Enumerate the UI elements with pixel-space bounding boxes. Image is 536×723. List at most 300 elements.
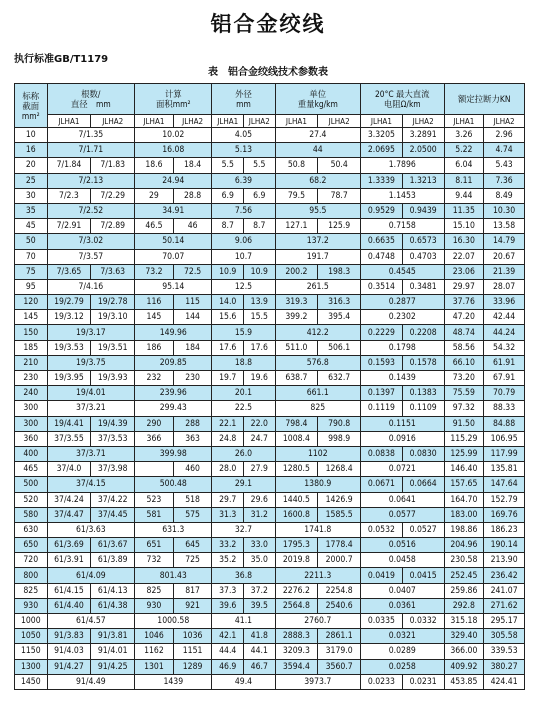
table-cell: 0.0671 (361, 477, 403, 492)
page-title: 铝合金绞线 (210, 12, 326, 36)
table-cell: 2.0500 (402, 143, 444, 158)
table-cell: 292.8 (444, 598, 484, 613)
table-cell: 37/4.24 (47, 492, 91, 507)
nominal-area-cell: 1150 (15, 644, 48, 659)
table-row (15, 355, 525, 370)
nominal-area-cell: 465 (15, 462, 48, 477)
table-cell: 149.96 (135, 325, 212, 340)
table-cell: 661.1 (275, 386, 361, 401)
nominal-area-cell: 400 (15, 446, 48, 461)
header-row (15, 84, 525, 115)
nominal-area-cell: 1300 (15, 659, 48, 674)
table-cell: 70.79 (484, 386, 525, 401)
table-cell: 24.7 (244, 431, 276, 446)
table-row (15, 553, 525, 568)
table-cell: 19/3.53 (47, 340, 91, 355)
table-cell: 61/3.67 (91, 538, 135, 553)
table-cell: 0.0527 (402, 522, 444, 537)
table-row (15, 295, 525, 310)
table-cell: 125.99 (444, 446, 484, 461)
table-cell: 261.5 (275, 279, 361, 294)
nominal-area-cell: 16 (15, 143, 48, 158)
table-cell: 366.00 (444, 644, 484, 659)
nominal-area-cell: 300 (15, 401, 48, 416)
table-row (15, 431, 525, 446)
table-cell: 19/2.79 (47, 295, 91, 310)
subheader-cell: JLHA2 (91, 115, 135, 128)
table-cell: 61/3.69 (47, 538, 91, 553)
table-cell: 3.3205 (361, 128, 403, 143)
table-cell: 78.7 (318, 188, 361, 203)
table-cell: 13.58 (484, 219, 525, 234)
table-row (15, 340, 525, 355)
table-cell: 241.07 (484, 583, 525, 598)
table-cell: 10.02 (135, 128, 212, 143)
table-cell: 0.2208 (402, 325, 444, 340)
table-cell: 6.9 (212, 188, 244, 203)
table-cell: 46.5 (135, 219, 174, 234)
table-cell: 88.33 (484, 401, 525, 416)
table-cell: 18.6 (135, 158, 174, 173)
table-row (15, 143, 525, 158)
nominal-area-cell: 630 (15, 522, 48, 537)
table-cell: 0.0407 (361, 583, 444, 598)
table-cell: 7/2.3 (47, 188, 91, 203)
nominal-area-cell: 35 (15, 203, 48, 218)
table-cell: 145 (135, 310, 174, 325)
table-cell: 35.0 (244, 553, 276, 568)
table-row (15, 234, 525, 249)
table-cell: 409.92 (444, 659, 484, 674)
table-cell: 22.1 (212, 416, 244, 431)
table-cell: 10.9 (212, 264, 244, 279)
nominal-area-cell: 240 (15, 386, 48, 401)
table-cell: 46 (173, 219, 212, 234)
table-cell: 125.9 (318, 219, 361, 234)
table-cell: 44.4 (212, 644, 244, 659)
table-cell: 28.0 (212, 462, 244, 477)
table-cell: 7/3.63 (91, 264, 135, 279)
table-cell: 7/1.35 (47, 128, 135, 143)
table-cell: 0.0335 (361, 614, 403, 629)
table-cell: 37/4.47 (47, 507, 91, 522)
nominal-area-cell: 120 (15, 295, 48, 310)
table-cell: 2276.2 (275, 583, 318, 598)
table-cell: 1439 (135, 674, 212, 689)
table-cell: 68.2 (275, 173, 361, 188)
table-cell: 22.07 (444, 249, 484, 264)
table-cell: 7/3.57 (47, 249, 135, 264)
subheader-cell: JLHA2 (173, 115, 212, 128)
nominal-area-cell: 1050 (15, 629, 48, 644)
table-cell: 84.88 (484, 416, 525, 431)
table-cell: 363 (173, 431, 212, 446)
table-cell: 424.41 (484, 674, 525, 689)
table-cell: 4.74 (484, 143, 525, 158)
table-cell: 44.1 (244, 644, 276, 659)
subheader-cell: JLHA2 (244, 115, 276, 128)
table-cell: 33.2 (212, 538, 244, 553)
table-row (15, 538, 525, 553)
table-cell: 200.2 (275, 264, 318, 279)
table-cell: 75.59 (444, 386, 484, 401)
spec-table (14, 83, 525, 690)
table-cell: 117.99 (484, 446, 525, 461)
table-cell: 191.7 (275, 249, 361, 264)
table-cell: 0.3481 (402, 279, 444, 294)
table-cell: 48.74 (444, 325, 484, 340)
standard-reference: 执行标准GB/T1179 (14, 54, 109, 65)
table-cell: 61/4.09 (47, 568, 135, 583)
table-cell: 399.2 (275, 310, 318, 325)
table-cell: 0.1798 (361, 340, 444, 355)
table-cell: 15.10 (444, 219, 484, 234)
table-cell: 259.86 (444, 583, 484, 598)
table-cell: 0.0641 (361, 492, 444, 507)
subheader-cell: JLHA2 (318, 115, 361, 128)
header-dc-resistance: 20°C 最大直流 电阻Ω/km (361, 84, 444, 115)
nominal-area-cell: 50 (15, 234, 48, 249)
table-cell: 115 (173, 295, 212, 310)
table-cell: 0.1593 (361, 355, 403, 370)
table-cell: 13.9 (244, 295, 276, 310)
subheader-cell: JLHA1 (275, 115, 318, 128)
table-cell: 638.7 (275, 371, 318, 386)
table-cell: 0.0361 (361, 598, 444, 613)
table-cell: 41.8 (244, 629, 276, 644)
table-cell: 11.35 (444, 203, 484, 218)
table-cell: 29.7 (212, 492, 244, 507)
table-cell: 61/4.40 (47, 598, 91, 613)
table-row (15, 583, 525, 598)
table-cell: 27.9 (244, 462, 276, 477)
nominal-area-cell: 75 (15, 264, 48, 279)
table-cell: 732 (135, 553, 174, 568)
table-row (15, 249, 525, 264)
table-cell: 73.20 (444, 371, 484, 386)
table-cell: 0.0916 (361, 431, 444, 446)
table-cell: 412.2 (275, 325, 361, 340)
table-cell: 73.2 (135, 264, 174, 279)
nominal-area-cell: 230 (15, 371, 48, 386)
table-cell: 2760.7 (275, 614, 361, 629)
table-cell: 2.0695 (361, 143, 403, 158)
table-cell: 19/3.10 (91, 310, 135, 325)
table-cell: 1268.4 (318, 462, 361, 477)
table-cell: 0.0458 (361, 553, 444, 568)
table-cell: 460 (173, 462, 212, 477)
table-cell: 6.9 (244, 188, 276, 203)
table-cell: 576.8 (275, 355, 361, 370)
table-cell: 19/4.39 (91, 416, 135, 431)
table-cell: 290 (135, 416, 174, 431)
table-cell: 1.7896 (361, 158, 444, 173)
table-cell: 3.26 (444, 128, 484, 143)
nominal-area-cell: 150 (15, 325, 48, 340)
table-cell: 0.0231 (402, 674, 444, 689)
table-cell: 91/4.03 (47, 644, 91, 659)
table-cell: 91.50 (444, 416, 484, 431)
table-cell: 1000.58 (135, 614, 212, 629)
table-cell: 230 (173, 371, 212, 386)
table-row (15, 128, 525, 143)
table-cell: 39.5 (244, 598, 276, 613)
header-strands: 根数/ 直径 mm (47, 84, 135, 115)
table-cell: 184 (173, 340, 212, 355)
table-cell: 19/3.17 (47, 325, 135, 340)
nominal-area-cell: 520 (15, 492, 48, 507)
table-cell: 91/4.25 (91, 659, 135, 674)
table-cell: 798.4 (275, 416, 318, 431)
table-cell: 19/4.41 (47, 416, 91, 431)
table-cell: 19.7 (212, 371, 244, 386)
table-cell: 61/3.63 (47, 522, 135, 537)
table-cell: 3209.3 (275, 644, 318, 659)
table-cell: 16.30 (444, 234, 484, 249)
table-cell: 106.95 (484, 431, 525, 446)
table-cell: 7/2.91 (47, 219, 91, 234)
table-cell: 17.6 (212, 340, 244, 355)
table-cell: 395.4 (318, 310, 361, 325)
table-cell: 6.39 (212, 173, 275, 188)
table-cell: 366 (135, 431, 174, 446)
table-cell: 2000.7 (318, 553, 361, 568)
table-cell: 29.97 (444, 279, 484, 294)
table-cell: 0.1397 (361, 386, 403, 401)
table-cell: 380.27 (484, 659, 525, 674)
table-cell: 21.39 (484, 264, 525, 279)
table-cell: 37/4.0 (47, 462, 91, 477)
table-cell: 9.06 (212, 234, 275, 249)
table-cell: 506.1 (318, 340, 361, 355)
table-cell: 37/3.98 (91, 462, 135, 477)
table-cell: 3594.4 (275, 659, 318, 674)
subheader-cell: JLHA1 (444, 115, 484, 128)
table-cell: 0.2877 (361, 295, 444, 310)
table-cell: 144 (173, 310, 212, 325)
table-row (15, 173, 525, 188)
table-cell: 37/4.15 (47, 477, 135, 492)
table-cell: 0.0577 (361, 507, 444, 522)
nominal-area-cell: 650 (15, 538, 48, 553)
table-cell: 190.14 (484, 538, 525, 553)
nominal-area-cell: 70 (15, 249, 48, 264)
table-cell: 12.5 (212, 279, 275, 294)
header-rated-strength: 额定拉断力KN (444, 84, 525, 115)
table-cell: 319.3 (275, 295, 318, 310)
table-cell: 19/3.75 (47, 355, 135, 370)
table-cell: 0.0830 (402, 446, 444, 461)
nominal-area-cell: 25 (15, 173, 48, 188)
table-cell: 1162 (135, 644, 174, 659)
table-cell: 0.0332 (402, 614, 444, 629)
table-cell: 31.3 (212, 507, 244, 522)
table-cell: 339.53 (484, 644, 525, 659)
table-cell: 28.8 (173, 188, 212, 203)
table-cell: 0.0415 (402, 568, 444, 583)
table-cell: 58.56 (444, 340, 484, 355)
table-cell: 33.0 (244, 538, 276, 553)
table-cell: 7.56 (212, 203, 275, 218)
table-cell: 500.48 (135, 477, 212, 492)
table-cell: 0.0664 (402, 477, 444, 492)
table-cell: 0.0532 (361, 522, 403, 537)
table-cell: 0.0258 (361, 659, 444, 674)
table-cell: 0.0289 (361, 644, 444, 659)
nominal-area-cell: 145 (15, 310, 48, 325)
table-cell: 252.45 (444, 568, 484, 583)
table-cell: 37/4.45 (91, 507, 135, 522)
table-cell: 37/3.71 (47, 446, 135, 461)
table-row (15, 310, 525, 325)
table-cell: 91/4.49 (47, 674, 135, 689)
table-cell: 0.4748 (361, 249, 403, 264)
table-cell: 7/4.16 (47, 279, 135, 294)
table-cell: 19.6 (244, 371, 276, 386)
table-cell: 29.1 (212, 477, 275, 492)
table-cell: 186 (135, 340, 174, 355)
table-cell: 1151 (173, 644, 212, 659)
table-cell: 46.7 (244, 659, 276, 674)
table-cell: 54.32 (484, 340, 525, 355)
table-cell: 1008.4 (275, 431, 318, 446)
nominal-area-cell: 45 (15, 219, 48, 234)
header-unit-weight: 单位 重量kg/km (275, 84, 361, 115)
table-cell: 232 (135, 371, 174, 386)
table-cell: 0.1383 (402, 386, 444, 401)
table-cell: 36.8 (212, 568, 275, 583)
table-cell: 7/1.71 (47, 143, 135, 158)
table-row (15, 477, 525, 492)
table-row (15, 522, 525, 537)
table-cell: 44.24 (484, 325, 525, 340)
table-row (15, 462, 525, 477)
table-row (15, 446, 525, 461)
table-cell: 61/4.57 (47, 614, 135, 629)
table-cell: 0.1109 (402, 401, 444, 416)
table-cell: 5.22 (444, 143, 484, 158)
table-cell: 295.17 (484, 614, 525, 629)
header-calc-area: 计算 面积mm² (135, 84, 212, 115)
table-cell: 33.96 (484, 295, 525, 310)
table-cell: 0.4703 (402, 249, 444, 264)
table-cell: 61/4.15 (47, 583, 91, 598)
table-cell: 10.30 (484, 203, 525, 218)
table-cell: 5.43 (484, 158, 525, 173)
table-cell: 581 (135, 507, 174, 522)
table-cell: 204.96 (444, 538, 484, 553)
table-cell: 39.6 (212, 598, 244, 613)
table-cell: 9.44 (444, 188, 484, 203)
table-cell: 1102 (275, 446, 361, 461)
table-cell: 37/3.53 (91, 431, 135, 446)
nominal-area-cell: 30 (15, 188, 48, 203)
table-cell: 0.1439 (361, 371, 444, 386)
nominal-area-cell: 360 (15, 431, 48, 446)
nominal-area-cell: 500 (15, 477, 48, 492)
table-cell: 1795.3 (275, 538, 318, 553)
table-cell: 19/2.78 (91, 295, 135, 310)
table-cell: 61.91 (484, 355, 525, 370)
subheader-cell: JLHA1 (361, 115, 403, 128)
table-cell: 15.6 (212, 310, 244, 325)
table-cell: 1036 (173, 629, 212, 644)
table-cell: 2019.8 (275, 553, 318, 568)
table-cell: 1778.4 (318, 538, 361, 553)
table-row (15, 371, 525, 386)
table-cell: 198.86 (444, 522, 484, 537)
table-cell: 91/3.81 (91, 629, 135, 644)
table-cell: 5.5 (212, 158, 244, 173)
table-cell: 186.23 (484, 522, 525, 537)
table-cell: 399.98 (135, 446, 212, 461)
table-cell: 2540.6 (318, 598, 361, 613)
table-cell: 183.00 (444, 507, 484, 522)
table-cell: 91/4.27 (47, 659, 91, 674)
table-cell: 24.8 (212, 431, 244, 446)
table-cell: 34.91 (135, 203, 212, 218)
table-cell: 0.0321 (361, 629, 444, 644)
table-cell: 19/4.01 (47, 386, 135, 401)
table-cell: 825 (135, 583, 174, 598)
table-cell: 97.32 (444, 401, 484, 416)
table-cell: 213.90 (484, 553, 525, 568)
table-cell: 0.1578 (402, 355, 444, 370)
table-cell: 67.91 (484, 371, 525, 386)
table-cell: 19/3.12 (47, 310, 91, 325)
table-cell: 8.7 (212, 219, 244, 234)
table-cell: 288 (173, 416, 212, 431)
table-cell: 0.0516 (361, 538, 444, 553)
table-cell: 198.3 (318, 264, 361, 279)
subheader-cell: JLHA2 (402, 115, 444, 128)
table-cell: 230.58 (444, 553, 484, 568)
table-cell: 26.0 (212, 446, 275, 461)
table-row (15, 401, 525, 416)
table-cell: 1440.5 (275, 492, 318, 507)
table-cell: 2564.8 (275, 598, 318, 613)
table-cell: 169.76 (484, 507, 525, 522)
table-cell: 0.6573 (402, 234, 444, 249)
table-cell: 575 (173, 507, 212, 522)
table-cell: 1280.5 (275, 462, 318, 477)
header-outer-diameter: 外径 mm (212, 84, 275, 115)
table-cell: 70.07 (135, 249, 212, 264)
table-cell: 61/4.38 (91, 598, 135, 613)
table-cell: 27.4 (275, 128, 361, 143)
table-cell: 0.1151 (361, 416, 444, 431)
table-cell: 42.44 (484, 310, 525, 325)
table-cell: 5.5 (244, 158, 276, 173)
table-cell: 7/3.02 (47, 234, 135, 249)
table-cell: 7/2.13 (47, 173, 135, 188)
table-cell: 645 (173, 538, 212, 553)
table-cell: 46.9 (212, 659, 244, 674)
table-cell: 1289 (173, 659, 212, 674)
table-cell: 1600.8 (275, 507, 318, 522)
table-cell: 316.3 (318, 295, 361, 310)
table-cell: 1.1453 (361, 188, 444, 203)
table-cell: 1.3339 (361, 173, 403, 188)
table-cell: 22.5 (212, 401, 275, 416)
table-row (15, 629, 525, 644)
table-cell: 22.0 (244, 416, 276, 431)
table-cell: 95.14 (135, 279, 212, 294)
table-cell: 209.85 (135, 355, 212, 370)
table-cell: 24.94 (135, 173, 212, 188)
table-cell: 3.2891 (402, 128, 444, 143)
table-row (15, 644, 525, 659)
